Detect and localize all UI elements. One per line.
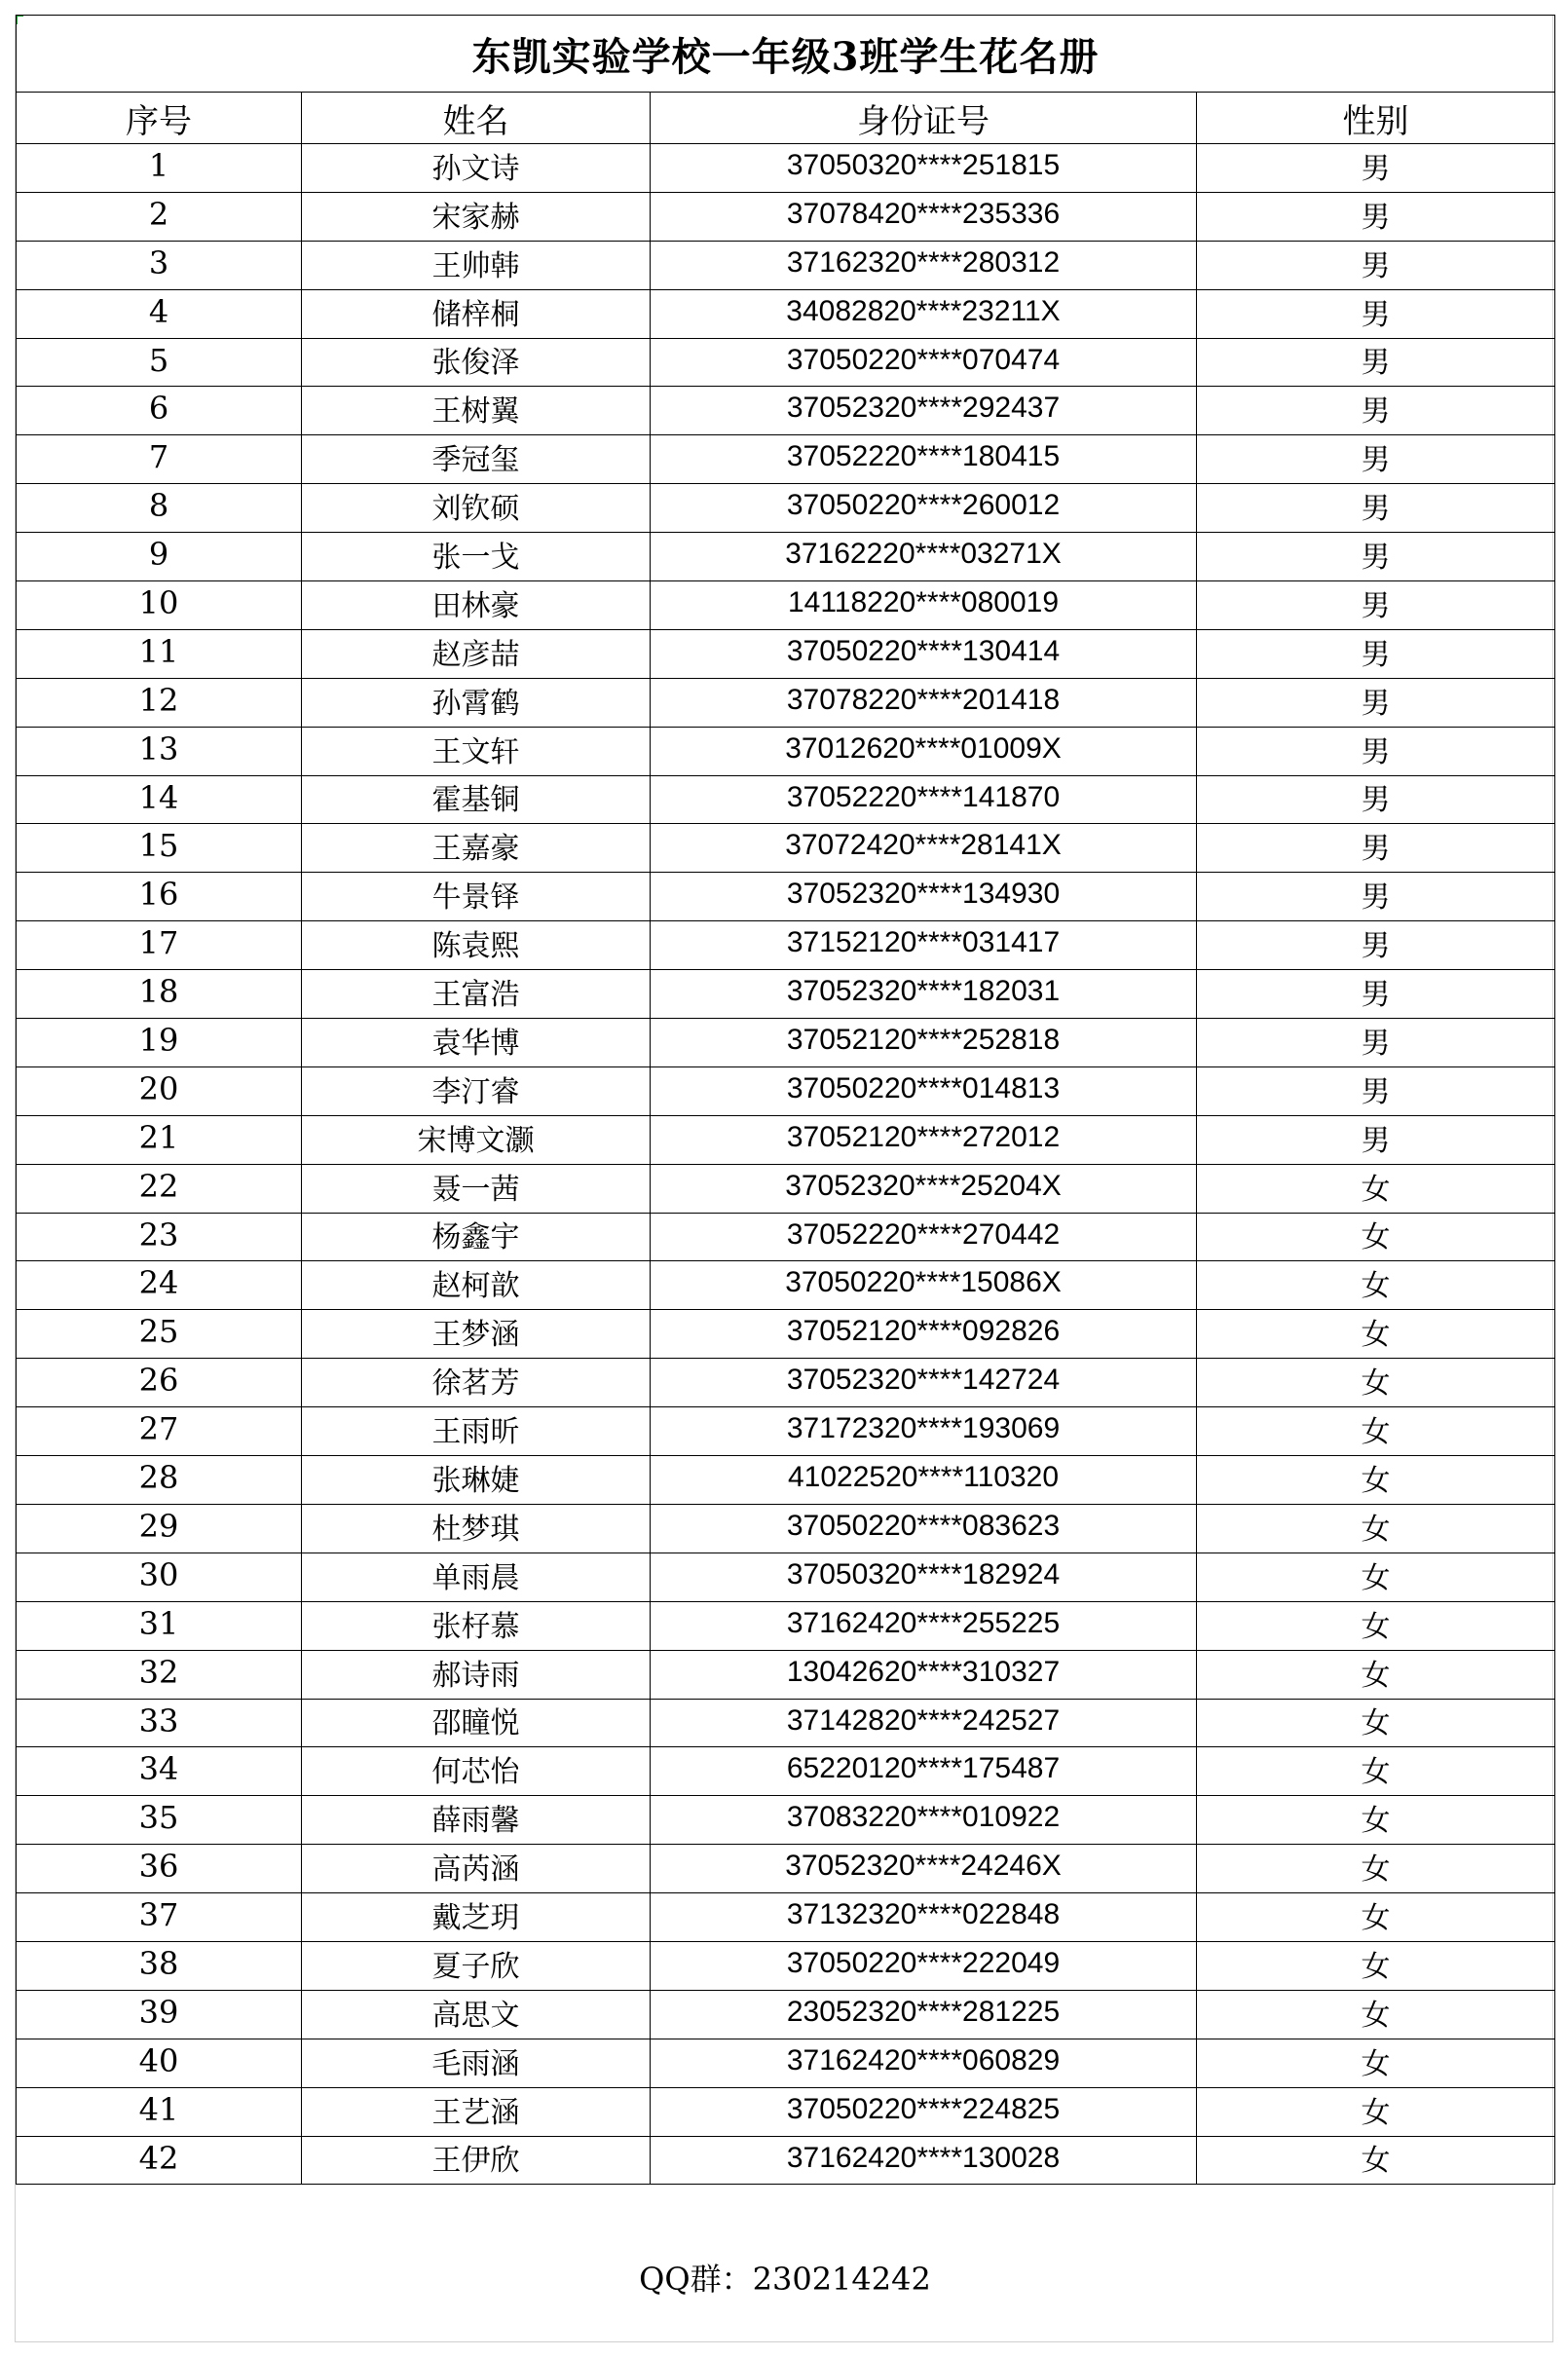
cell-number: 27 [17,1407,302,1456]
cell-number: 2 [17,192,302,241]
cell-name: 毛雨涵 [302,2039,651,2087]
cell-gender: 女 [1197,2136,1555,2185]
cell-gender: 女 [1197,1941,1555,1990]
cell-id-number: 37052320****24246X [651,1845,1197,1893]
cell-name: 王文轩 [302,727,651,775]
cell-name: 王梦涵 [302,1310,651,1359]
cell-number: 1 [17,144,302,193]
cell-id-number: 37152120****031417 [651,921,1197,970]
cell-id-number: 37052320****182031 [651,970,1197,1019]
cell-name: 张琳婕 [302,1456,651,1505]
cell-gender: 男 [1197,581,1555,630]
cell-id-number: 41022520****110320 [651,1456,1197,1505]
cell-name: 袁华博 [302,1019,651,1067]
table-row [17,1066,1555,1115]
cell-id-number: 37052320****142724 [651,1359,1197,1407]
table-row [17,192,1555,241]
cell-name: 季冠玺 [302,435,651,484]
cell-number: 14 [17,775,302,824]
cell-number: 29 [17,1504,302,1553]
table-row [17,289,1555,338]
cell-name: 张杍慕 [302,1601,651,1650]
cell-id-number: 37052120****252818 [651,1019,1197,1067]
cell-id-number: 37052320****25204X [651,1164,1197,1213]
cell-gender: 女 [1197,1213,1555,1261]
cell-id-number: 37050220****15086X [651,1261,1197,1310]
cell-number: 16 [17,873,302,921]
cell-gender: 男 [1197,1066,1555,1115]
cell-gender: 男 [1197,1115,1555,1164]
cell-number: 26 [17,1359,302,1407]
cell-name: 宋家赫 [302,192,651,241]
table-row [17,1115,1555,1164]
cell-number: 13 [17,727,302,775]
cell-number: 8 [17,484,302,533]
cell-number: 11 [17,629,302,678]
cell-id-number: 37142820****242527 [651,1699,1197,1747]
cell-gender: 女 [1197,1601,1555,1650]
cell-number: 4 [17,289,302,338]
cell-gender: 男 [1197,970,1555,1019]
cell-id-number: 37072420****28141X [651,824,1197,873]
cell-number: 5 [17,338,302,387]
cell-id-number: 37052220****270442 [651,1213,1197,1261]
cell-number: 9 [17,533,302,581]
cell-name: 单雨晨 [302,1553,651,1601]
cell-id-number: 37012620****01009X [651,727,1197,775]
cell-gender: 男 [1197,435,1555,484]
table-row [17,1650,1555,1699]
cell-id-number: 37050220****224825 [651,2087,1197,2136]
cell-gender: 女 [1197,1261,1555,1310]
cell-id-number: 37162420****255225 [651,1601,1197,1650]
cell-name: 赵彦喆 [302,629,651,678]
cell-id-number: 37052320****292437 [651,387,1197,435]
cell-name: 戴芝玥 [302,1893,651,1942]
column-header-number: 序号 [17,93,302,144]
column-header-name: 姓名 [302,93,651,144]
cell-number: 22 [17,1164,302,1213]
cell-id-number: 65220120****175487 [651,1747,1197,1796]
cell-number: 33 [17,1699,302,1747]
cell-name: 薛雨馨 [302,1796,651,1845]
table-row [17,1747,1555,1796]
table-row [17,1941,1555,1990]
footer-qq-group: QQ群：230214242 [639,2261,931,2298]
cell-name: 王树翼 [302,387,651,435]
cell-name: 张一戈 [302,533,651,581]
cell-gender: 女 [1197,1456,1555,1505]
cell-gender: 女 [1197,1504,1555,1553]
table-row [17,2039,1555,2087]
cell-gender: 女 [1197,1359,1555,1407]
cell-gender: 女 [1197,1845,1555,1893]
table-row [17,775,1555,824]
cell-number: 34 [17,1747,302,1796]
cell-number: 28 [17,1456,302,1505]
cell-gender: 女 [1197,2087,1555,2136]
cell-gender: 男 [1197,144,1555,193]
cell-name: 王帅韩 [302,241,651,289]
cell-gender: 男 [1197,192,1555,241]
cell-name: 聂一茜 [302,1164,651,1213]
table-row [17,1261,1555,1310]
table-row [17,1845,1555,1893]
cell-name: 牛景铎 [302,873,651,921]
cell-number: 36 [17,1845,302,1893]
table-row [17,484,1555,533]
cell-number: 20 [17,1066,302,1115]
roster-body [17,144,1555,2185]
cell-number: 38 [17,1941,302,1990]
cell-gender: 男 [1197,775,1555,824]
cell-name: 夏子欣 [302,1941,651,1990]
table-row [17,338,1555,387]
cell-id-number: 13042620****310327 [651,1650,1197,1699]
table-row [17,2087,1555,2136]
table-row [17,970,1555,1019]
spreadsheet-page [15,15,1553,2342]
cell-gender: 女 [1197,1747,1555,1796]
cell-number: 32 [17,1650,302,1699]
cell-gender: 女 [1197,1796,1555,1845]
cell-number: 15 [17,824,302,873]
cell-id-number: 37078220****201418 [651,678,1197,727]
cell-id-number: 37050220****222049 [651,1941,1197,1990]
student-roster-table [16,15,1555,2185]
table-row [17,727,1555,775]
title-row [17,16,1555,93]
cell-name: 储梓桐 [302,289,651,338]
cell-gender: 男 [1197,533,1555,581]
cell-gender: 男 [1197,338,1555,387]
cell-number: 12 [17,678,302,727]
table-row [17,1553,1555,1601]
table-row [17,629,1555,678]
cell-name: 徐茗芳 [302,1359,651,1407]
header-row [17,93,1555,144]
cell-gender: 女 [1197,2039,1555,2087]
cell-id-number: 37050220****083623 [651,1504,1197,1553]
cell-gender: 男 [1197,387,1555,435]
cell-gender: 女 [1197,1699,1555,1747]
table-row [17,678,1555,727]
cell-gender: 女 [1197,1990,1555,2039]
cell-name: 陈袁熙 [302,921,651,970]
cell-id-number: 37052120****272012 [651,1115,1197,1164]
cell-number: 10 [17,581,302,630]
cell-id-number: 37162320****280312 [651,241,1197,289]
cell-name: 高思文 [302,1990,651,2039]
table-row [17,1456,1555,1505]
cell-name: 杨鑫宇 [302,1213,651,1261]
cell-id-number: 37050320****251815 [651,144,1197,193]
cell-gender: 男 [1197,678,1555,727]
cell-name: 赵柯歆 [302,1261,651,1310]
cell-name: 田林豪 [302,581,651,630]
cell-number: 25 [17,1310,302,1359]
cell-id-number: 37132320****022848 [651,1893,1197,1942]
cell-id-number: 23052320****281225 [651,1990,1197,2039]
cell-id-number: 37052320****134930 [651,873,1197,921]
cell-name: 郝诗雨 [302,1650,651,1699]
cell-name: 张俊泽 [302,338,651,387]
cell-name: 王雨昕 [302,1407,651,1456]
cell-id-number: 37052220****141870 [651,775,1197,824]
cell-id-number: 37052120****092826 [651,1310,1197,1359]
table-row [17,873,1555,921]
cell-id-number: 37050220****014813 [651,1066,1197,1115]
cell-id-number: 37162220****03271X [651,533,1197,581]
table-row [17,1359,1555,1407]
cell-gender: 女 [1197,1310,1555,1359]
table-row [17,1796,1555,1845]
cell-number: 6 [17,387,302,435]
cell-name: 王伊欣 [302,2136,651,2185]
cell-gender: 男 [1197,1019,1555,1067]
cell-number: 40 [17,2039,302,2087]
table-row [17,1407,1555,1456]
cell-name: 霍基铜 [302,775,651,824]
cell-name: 李汀睿 [302,1066,651,1115]
cell-id-number: 37050320****182924 [651,1553,1197,1601]
table-row [17,1504,1555,1553]
cell-gender: 女 [1197,1650,1555,1699]
cell-number: 17 [17,921,302,970]
cell-number: 30 [17,1553,302,1601]
table-row [17,387,1555,435]
cell-gender: 男 [1197,727,1555,775]
cell-id-number: 14118220****080019 [651,581,1197,630]
table-row [17,1019,1555,1067]
cell-id-number: 37162420****130028 [651,2136,1197,2185]
cell-number: 31 [17,1601,302,1650]
cell-id-number: 37050220****260012 [651,484,1197,533]
cell-gender: 女 [1197,1164,1555,1213]
table-row [17,581,1555,630]
cell-name: 王艺涵 [302,2087,651,2136]
cell-number: 23 [17,1213,302,1261]
cell-gender: 女 [1197,1893,1555,1942]
cell-number: 37 [17,1893,302,1942]
cell-gender: 男 [1197,824,1555,873]
cell-name: 何芯怡 [302,1747,651,1796]
cell-number: 19 [17,1019,302,1067]
cell-id-number: 37078420****235336 [651,192,1197,241]
table-row [17,1990,1555,2039]
column-header-gender: 性别 [1197,93,1555,144]
cell-id-number: 37050220****070474 [651,338,1197,387]
cell-name: 王富浩 [302,970,651,1019]
cell-gender: 男 [1197,873,1555,921]
table-row [17,435,1555,484]
cell-name: 邵瞳悦 [302,1699,651,1747]
cell-number: 24 [17,1261,302,1310]
cell-number: 21 [17,1115,302,1164]
table-row [17,1213,1555,1261]
cell-number: 42 [17,2136,302,2185]
cell-gender: 女 [1197,1553,1555,1601]
cell-gender: 男 [1197,629,1555,678]
cell-id-number: 34082820****23211X [651,289,1197,338]
cell-name: 孙文诗 [302,144,651,193]
cell-number: 3 [17,241,302,289]
cell-name: 王嘉豪 [302,824,651,873]
cell-id-number: 37052220****180415 [651,435,1197,484]
cell-id-number: 37083220****010922 [651,1796,1197,1845]
column-header-id-number: 身份证号 [651,93,1197,144]
cell-gender: 男 [1197,484,1555,533]
table-row [17,1310,1555,1359]
table-row [17,824,1555,873]
cell-id-number: 37050220****130414 [651,629,1197,678]
cell-gender: 男 [1197,289,1555,338]
cell-gender: 男 [1197,921,1555,970]
table-row [17,144,1555,193]
cell-name: 杜梦琪 [302,1504,651,1553]
cell-name: 孙霄鹤 [302,678,651,727]
table-row [17,533,1555,581]
table-row [17,1164,1555,1213]
cell-number: 35 [17,1796,302,1845]
table-row [17,241,1555,289]
cell-gender: 女 [1197,1407,1555,1456]
cell-name: 宋博文灏 [302,1115,651,1164]
table-row [17,1699,1555,1747]
cell-number: 39 [17,1990,302,2039]
table-row [17,2136,1555,2185]
cell-number: 7 [17,435,302,484]
table-row [17,921,1555,970]
cell-name: 高芮涵 [302,1845,651,1893]
table-row [17,1601,1555,1650]
page-title: 东凯实验学校一年级3班学生花名册 [17,16,1555,93]
cell-gender: 男 [1197,241,1555,289]
cell-name: 刘钦硕 [302,484,651,533]
cell-number: 18 [17,970,302,1019]
cell-id-number: 37162420****060829 [651,2039,1197,2087]
table-row [17,1893,1555,1942]
cell-number: 41 [17,2087,302,2136]
cell-id-number: 37172320****193069 [651,1407,1197,1456]
